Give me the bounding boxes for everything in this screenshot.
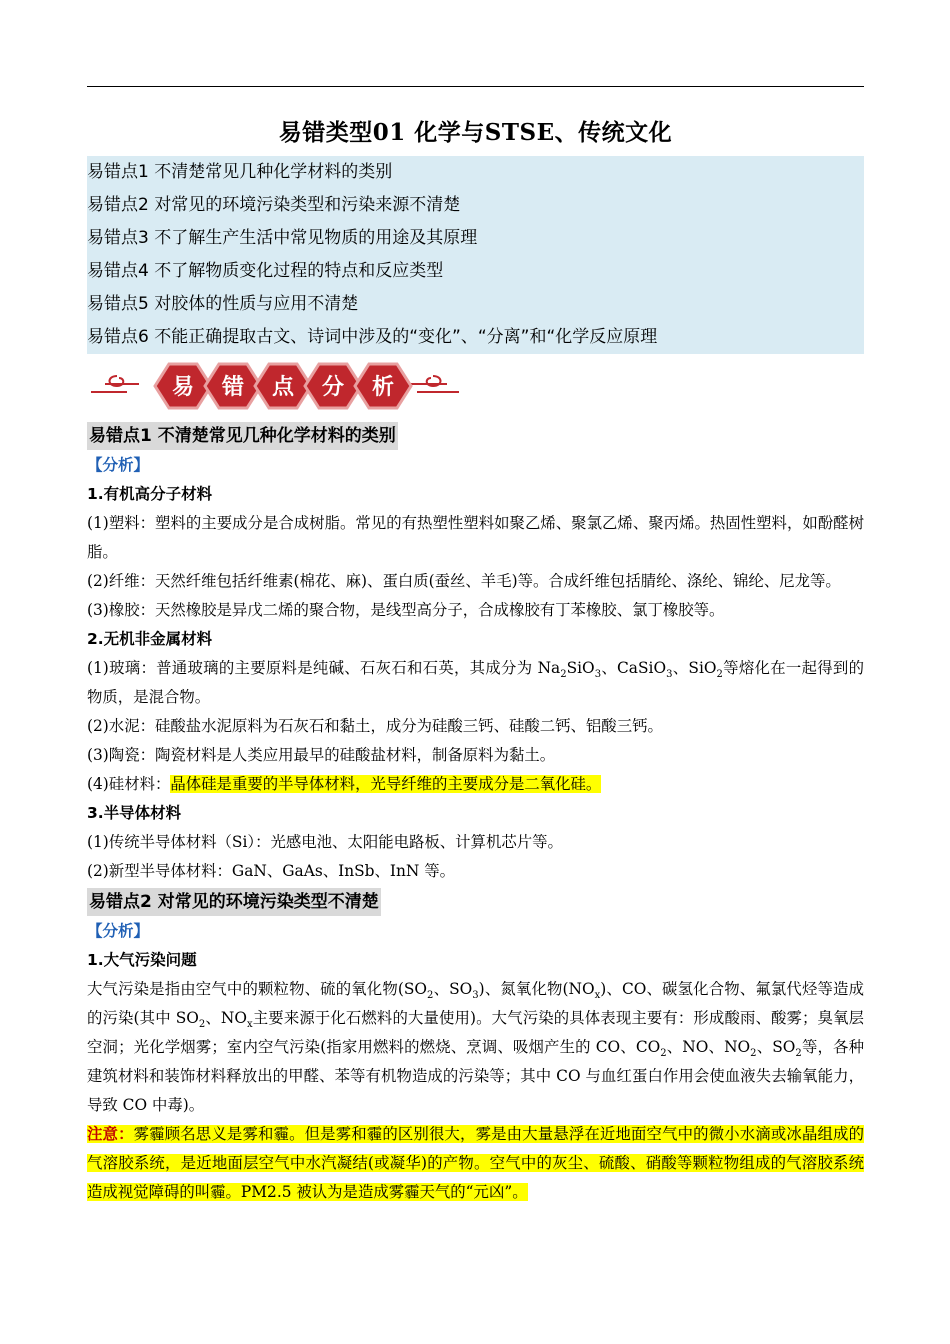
toc-item: 易错点5 对胶体的性质与应用不清楚 xyxy=(87,294,359,314)
paragraph: (3)陶瓷：陶瓷材料是人类应用最早的硅酸盐材料，制备原料为黏土。 xyxy=(87,746,556,764)
analysis-label: 【分析】 xyxy=(87,922,150,940)
paragraph: (2)纤维：天然纤维包括纤维素(棉花、麻)、蛋白质(蚕丝、羊毛)等。合成纤维包括腈纶、涤纶、锦纶、尼龙等。 xyxy=(87,572,841,590)
subheading: 1.有机高分子材料 xyxy=(87,485,213,503)
subheading: 1.大气污染问题 xyxy=(87,951,197,969)
banner-char: 易 xyxy=(171,375,195,400)
main-content xyxy=(87,420,864,1207)
paragraph-silicon: (4)硅材料：晶体硅是重要的半导体材料，光导纤维的主要成分是二氧化硅。 xyxy=(87,775,602,793)
banner-char: 分 xyxy=(321,375,345,400)
toc-item: 易错点4 不了解物质变化过程的特点和反应类型 xyxy=(87,261,444,281)
paragraph: (1)塑料：塑料的主要成分是合成树脂。常见的有热塑性塑料如聚乙烯、聚氯乙烯、聚丙烯。热固性塑料，如酚醛树脂。 xyxy=(87,514,864,561)
note-text: 雾霾顾名思义是雾和霾。但是雾和霾的区别很大，雾是由大量悬浮在近地面空气中的微小水滴或冰晶组成的气溶胶系统，是近地面层空气中水汽凝结(或凝华)的产物。空气中的灰尘、硫酸、硝酸等颗粒物组成的气溶胶系统造成视觉障碍的叫霾。PM2.5 被认为是造成雾霾天气的“元凶”。 xyxy=(87,1125,864,1201)
paragraph: (2)水泥：硅酸盐水泥原料为石灰石和黏土，成分为硅酸三钙、硅酸二钙、铝酸三钙。 xyxy=(87,717,663,735)
analysis-banner xyxy=(87,356,467,416)
paragraph-glass: (1)玻璃：普通玻璃的主要原料是纯碱、石灰石和石英，其成分为 $Na_2SiO_3$、CaSiO$_3$、SiO$_2$等熔化在一起得到的物质，是混合物。 xyxy=(87,659,864,706)
top-rule xyxy=(87,86,864,87)
paragraph: (2)新型半导体材料：GaN、GaAs、InSb、InN 等。 xyxy=(87,862,456,880)
paragraph: (3)橡胶：天然橡胶是异戊二烯的聚合物，是线型高分子，合成橡胶有丁苯橡胶、氯丁橡胶等。 xyxy=(87,601,725,619)
subheading: 3.半导体材料 xyxy=(87,804,182,822)
section-heading: 易错点2 对常见的环境污染类型不清楚 xyxy=(87,888,381,916)
banner-char: 点 xyxy=(271,375,295,400)
note-label: 注意： xyxy=(87,1125,134,1143)
document-title: 易错类型01 化学与STSE、传统文化 xyxy=(278,119,673,146)
toc-item: 易错点6 不能正确提取古文、诗词中涉及的“变化”、“分离”和“化学反应原理 xyxy=(87,327,658,347)
air-pollution-paragraph: 大气污染是指由空气中的颗粒物、硫的氧化物($SO_2$、$SO_3$)、氮氧化物$(NO_x)$、CO、碳氢化合物、氟氯代烃等造成的污染(其中 $SO_2$、$NO_x$主要来源于化石燃料的大量使用)。大气污染的具体表现主要有：形成酸雨、酸雾；臭氧层空洞；光化学烟雾；室内空气污染(指家用燃料的燃烧、烹调、吸烟产生的 CO、$CO_2$、NO、$NO_2$、$SO_2$等，各种建筑材料和装饰材料释放出的甲醛、苯等有机物造成的污染等；其中 CO 与血红蛋白作用会使血液失去输氧能力，导致 CO 中毒)。 xyxy=(87,980,864,1114)
banner-graphic xyxy=(87,356,467,416)
banner-char: 错 xyxy=(221,375,245,400)
banner-char: 析 xyxy=(371,375,395,400)
toc-item: 易错点1 不清楚常见几种化学材料的类别 xyxy=(87,162,393,182)
highlighted-text: 晶体硅是重要的半导体材料，光导纤维的主要成分是二氧化硅。 xyxy=(170,775,602,793)
analysis-label: 【分析】 xyxy=(87,456,150,474)
paragraph: (1)传统半导体材料（Si）：光感电池、太阳能电路板、计算机芯片等。 xyxy=(87,833,563,851)
error-points-list xyxy=(87,156,864,354)
subheading: 2.无机非金属材料 xyxy=(87,630,213,648)
toc-item: 易错点3 不了解生产生活中常见物质的用途及其原理 xyxy=(87,228,478,248)
toc-item: 易错点2 对常见的环境污染类型和污染来源不清楚 xyxy=(87,195,461,215)
note-paragraph xyxy=(87,1120,864,1207)
section-heading: 易错点1 不清楚常见几种化学材料的类别 xyxy=(87,422,398,450)
